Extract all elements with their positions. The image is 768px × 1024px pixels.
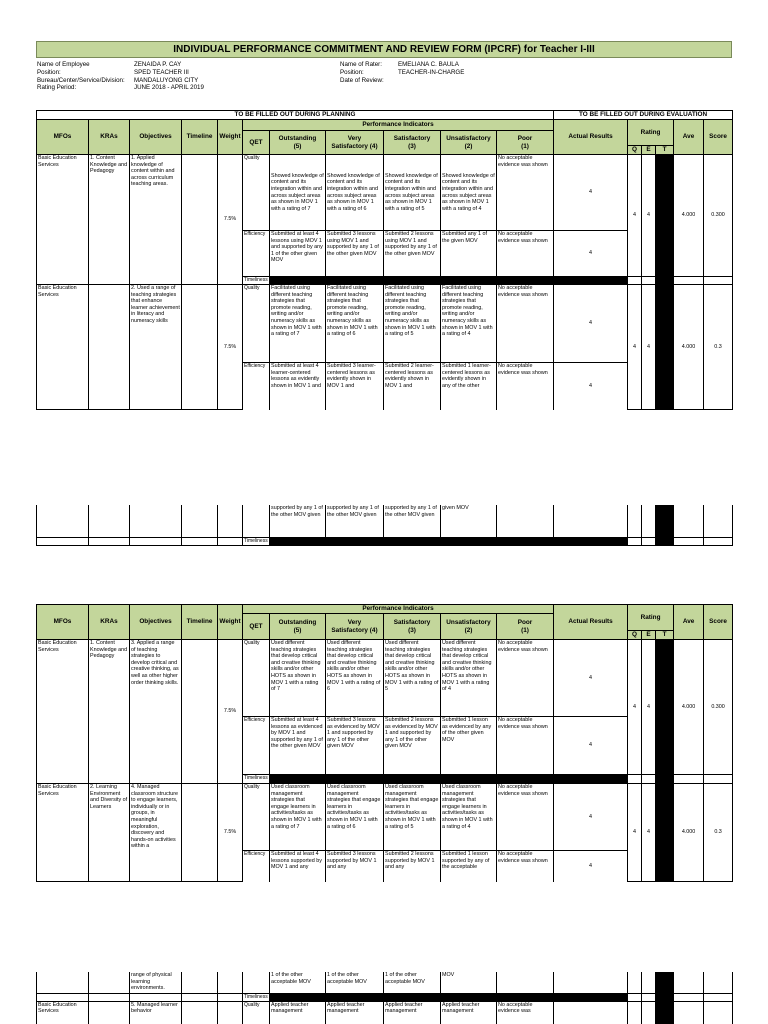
rating-q-t bbox=[628, 277, 642, 285]
quality-satisfactory: Facilitated using different teaching strategies that promote reading, writing and/or numeracy skills as shown in MOV 1 with a rating of 5 bbox=[384, 285, 441, 363]
quality-poor: No acceptable evidence was shown bbox=[497, 155, 554, 231]
rating-e: 4 bbox=[642, 640, 656, 775]
quality-poor: No acceptable evidence was shown bbox=[497, 640, 554, 717]
qet-efficiency: Efficiency bbox=[243, 851, 270, 882]
rater-date-label: Date of Review: bbox=[340, 76, 384, 84]
quality-outstanding: Applied teacher management bbox=[270, 1001, 326, 1024]
efficiency-outstanding-cont: supported by any 1 of the other MOV given bbox=[270, 505, 326, 537]
quality-satisfactory: Showed knowledge of content and its integration within and across subject areas as shown in MOV 1 with a rating of 5 bbox=[384, 155, 441, 231]
objective-cell bbox=[130, 993, 182, 1001]
rating-e: 4 bbox=[642, 155, 656, 277]
ave-t bbox=[674, 537, 704, 545]
q-header: Q bbox=[628, 631, 642, 640]
rating-q: 4 bbox=[628, 155, 642, 277]
planning-section-header: TO BE FILLED OUT DURING PLANNING bbox=[37, 111, 554, 120]
quality-poor: No acceptable evidence was bbox=[497, 1001, 554, 1024]
ave-cell bbox=[674, 1001, 704, 1024]
rating-q: 4 bbox=[628, 784, 642, 882]
rating-e: 4 bbox=[642, 784, 656, 882]
quality-very-satisfactory: Facilitated using different teaching strategies that promote reading, writing and/or numeracy skills as shown in MOV 1 with a rating of 6 bbox=[326, 285, 384, 363]
mfo-cell: Basic Education Services bbox=[37, 285, 89, 410]
ave-t bbox=[674, 993, 704, 1001]
score-header: Score bbox=[704, 120, 733, 155]
quality-very-satisfactory: Used classroom management strategies that engage learners in activities/tasks as shown in MOV 1 with a rating of 6 bbox=[326, 784, 384, 851]
rating-header: Rating bbox=[628, 605, 674, 631]
efficiency-poor: No acceptable evidence was shown bbox=[497, 363, 554, 410]
ave-cell: 4.000 bbox=[674, 640, 704, 775]
actual-result-efficiency: 4 bbox=[554, 231, 628, 277]
timeliness-blank bbox=[270, 537, 628, 545]
efficiency-outstanding-cont: 1 of the other acceptable MOV bbox=[270, 972, 326, 993]
qet-efficiency: Efficiency bbox=[243, 363, 270, 410]
satisfactory-header: Satisfactory (3) bbox=[384, 131, 441, 155]
efficiency-unsatisfactory: Submitted 1 lesson as evidenced by any of the other given MOV bbox=[441, 717, 497, 775]
form-title: INDIVIDUAL PERFORMANCE COMMITMENT AND REVIEW FORM (IPCRF) for Teacher I-III bbox=[36, 41, 732, 58]
efficiency-satisfactory: Submitted 2 lessons supported by MOV 1 and any bbox=[384, 851, 441, 882]
qet-header: QET bbox=[243, 614, 270, 640]
ave-t bbox=[674, 775, 704, 784]
quality-unsatisfactory: Facilitated using different teaching strategies that promote reading, writing and/or numeracy skills as shown in MOV 1 with a rating of 4 bbox=[441, 285, 497, 363]
score-t bbox=[704, 537, 733, 545]
efficiency-unsatisfactory-cont: given MOV bbox=[441, 505, 497, 537]
quality-very-satisfactory: Showed knowledge of content and its integration within and across subject areas as shown in MOV 1 with a rating of 6 bbox=[326, 155, 384, 231]
unsatisfactory-header: Unsatisfactory (2) bbox=[441, 131, 497, 155]
quality-satisfactory: Used different teaching strategies that develop critical and creative thinking skills and/or other HOTS as shown in MOV 1 with a rating of 5 bbox=[384, 640, 441, 717]
objective-cell bbox=[130, 537, 182, 545]
efficiency-very-satisfactory-cont: supported by any 1 of the other MOV given bbox=[326, 505, 384, 537]
outstanding-header: Outstanding (5) bbox=[270, 614, 326, 640]
score-cell: 0.300 bbox=[704, 155, 733, 277]
quality-unsatisfactory: Used classroom management strategies that engage learners in activities/tasks as shown in MOV 1 with a rating of 4 bbox=[441, 784, 497, 851]
efficiency-satisfactory-cont: supported by any 1 of the other MOV given bbox=[384, 505, 441, 537]
efficiency-very-satisfactory-cont: 1 of the other acceptable MOV bbox=[326, 972, 384, 993]
timeline-header: Timeline bbox=[182, 605, 218, 640]
ave-cell: 4.000 bbox=[674, 155, 704, 277]
score-cell bbox=[704, 1001, 733, 1024]
qet-efficiency: Efficiency bbox=[243, 231, 270, 277]
mfo-cell bbox=[37, 537, 89, 545]
employee-bureau: MANDALUYONG CITY bbox=[134, 76, 199, 84]
mfos-header: MFOs bbox=[37, 605, 89, 640]
efficiency-very-satisfactory: Submitted 3 lessons using MOV 1 and supported by any 1 of the other given MOV bbox=[326, 231, 384, 277]
rater-position-label: Position: bbox=[340, 68, 364, 76]
weight-cell bbox=[218, 537, 243, 545]
timeliness-blank bbox=[270, 775, 628, 784]
kra-cell bbox=[89, 1001, 130, 1024]
qet-timeliness: Timeliness bbox=[243, 775, 270, 784]
timeline-cell bbox=[182, 640, 218, 784]
timeline-cell bbox=[182, 1001, 218, 1024]
efficiency-poor-cont bbox=[497, 972, 554, 993]
mfo-cell bbox=[37, 505, 89, 537]
efficiency-satisfactory: Submitted 2 lessons using MOV 1 and supported by any 1 of the other given MOV bbox=[384, 231, 441, 277]
rating-e: 4 bbox=[642, 285, 656, 410]
qet-quality: Quality bbox=[243, 155, 270, 231]
quality-very-satisfactory: Applied teacher management bbox=[326, 1001, 384, 1024]
efficiency-very-satisfactory: Submitted 3 learner-centered lessons as evidently shown in MOV 1 and bbox=[326, 363, 384, 410]
employee-name: ZENAIDA P. CAY bbox=[134, 61, 182, 68]
timeline-cell bbox=[182, 784, 218, 882]
efficiency-outstanding: Submitted at least 4 lessons using MOV 1 and supported by any 1 of the other given MOV bbox=[270, 231, 326, 277]
rating-e-t bbox=[642, 537, 656, 545]
timeline-cell bbox=[182, 155, 218, 285]
rating-e-t bbox=[642, 775, 656, 784]
weight-cell bbox=[218, 993, 243, 1001]
quality-unsatisfactory: Used different teaching strategies that develop critical and creative thinking skills and/or other HOTS as shown in MOV 1 with a rating of 4 bbox=[441, 640, 497, 717]
ipcrf-table-2-continued bbox=[36, 972, 733, 1024]
weight-cell bbox=[218, 505, 243, 537]
qet-quality: Quality bbox=[243, 784, 270, 851]
efficiency-outstanding: Submitted at least 4 lessons supported by MOV 1 and any bbox=[270, 851, 326, 882]
employee-labels bbox=[37, 61, 132, 92]
kra-cell bbox=[89, 537, 130, 545]
q-header: Q bbox=[628, 146, 642, 155]
ave-header: Ave bbox=[674, 120, 704, 155]
mfo-cell: Basic Education Services bbox=[37, 784, 89, 882]
score-cont bbox=[704, 505, 733, 537]
actual-results-header: Actual Results bbox=[554, 120, 628, 155]
ipcrf-table-2 bbox=[36, 604, 733, 882]
rating-e-cont bbox=[642, 505, 656, 537]
very-satisfactory-header: Very Satisfactory (4) bbox=[326, 131, 384, 155]
rating-q-cont bbox=[628, 505, 642, 537]
qet-cell bbox=[243, 972, 270, 993]
rating-q bbox=[628, 1001, 642, 1024]
kra-cell bbox=[89, 505, 130, 537]
objective-cell: 5. Managed learner behavior bbox=[130, 1001, 182, 1024]
rating-t bbox=[656, 784, 674, 882]
efficiency-very-satisfactory: Submitted 3 lessons as evidenced by MOV 1 and supported by any 1 of the other given MOV bbox=[326, 717, 384, 775]
quality-outstanding: Used different teaching strategies that develop critical and creative thinking skills and/or other HOTS as shown in MOV 1 with a rating of 7 bbox=[270, 640, 326, 717]
unsatisfactory-header: Unsatisfactory (2) bbox=[441, 614, 497, 640]
kra-cell bbox=[89, 972, 130, 993]
ave-cell: 4.000 bbox=[674, 285, 704, 410]
qet-quality: Quality bbox=[243, 640, 270, 717]
actual-result-quality: 4 bbox=[554, 285, 628, 363]
objectives-header: Objectives bbox=[130, 605, 182, 640]
weight-cell bbox=[218, 972, 243, 993]
employee-period-label: Rating Period: bbox=[37, 84, 77, 92]
actual-result-efficiency: 4 bbox=[554, 851, 628, 882]
rating-t bbox=[656, 155, 674, 285]
mfos-header: MFOs bbox=[37, 120, 89, 155]
efficiency-satisfactory: Submitted 2 learner-centered lessons as evidently shown in MOV 1 and bbox=[384, 363, 441, 410]
ave-t bbox=[674, 277, 704, 285]
quality-outstanding: Facilitated using different teaching strategies that promote reading, writing and/or numeracy skills as shown in MOV 1 with a rating of 7 bbox=[270, 285, 326, 363]
objective-cell-cont: range of physical learning environments. bbox=[130, 972, 182, 993]
e-header: E bbox=[642, 146, 656, 155]
rating-e-cont bbox=[642, 972, 656, 993]
efficiency-poor: No acceptable evidence was shown bbox=[497, 851, 554, 882]
score-cell: 0.3 bbox=[704, 285, 733, 410]
evaluation-section-header: TO BE FILLED OUT DURING EVALUATION bbox=[554, 111, 733, 120]
timeline-cell bbox=[182, 505, 218, 537]
quality-poor: No acceptable evidence was shown bbox=[497, 285, 554, 363]
rating-header: Rating bbox=[628, 120, 674, 146]
score-cell: 0.300 bbox=[704, 640, 733, 775]
score-t bbox=[704, 993, 733, 1001]
qet-quality: Quality bbox=[243, 285, 270, 363]
weight-cell bbox=[218, 1001, 243, 1024]
kras-header: KRAs bbox=[89, 120, 130, 155]
ave-header: Ave bbox=[674, 605, 704, 640]
satisfactory-header: Satisfactory (3) bbox=[384, 614, 441, 640]
quality-outstanding: Used classroom management strategies that engage learners in activities/tasks as shown in MOV 1 with a rating of 7 bbox=[270, 784, 326, 851]
rating-q: 4 bbox=[628, 285, 642, 410]
weight-cell: 7.5% bbox=[218, 640, 243, 784]
efficiency-poor: No acceptable evidence was shown bbox=[497, 231, 554, 277]
e-header: E bbox=[642, 631, 656, 640]
actual-result-quality: 4 bbox=[554, 155, 628, 231]
t-header: T bbox=[656, 631, 674, 640]
rating-q-t bbox=[628, 993, 642, 1001]
t-header: T bbox=[656, 146, 674, 155]
poor-header: Poor (1) bbox=[497, 614, 554, 640]
quality-outstanding: Showed knowledge of content and its integration within and across subject areas as shown in MOV 1 with a rating of 7 bbox=[270, 155, 326, 231]
rating-e-t bbox=[642, 993, 656, 1001]
objective-cell: 2. Used a range of teaching strategies that enhance learner achievement in literacy and numeracy skills bbox=[130, 285, 182, 410]
efficiency-unsatisfactory: Submitted 1 learner-centered lessons as evidently shown in any of the other bbox=[441, 363, 497, 410]
score-cell: 0.3 bbox=[704, 784, 733, 882]
rating-t bbox=[656, 640, 674, 784]
kra-cell: 1. Content Knowledge and Pedagogy bbox=[89, 155, 130, 285]
actual-result-cont bbox=[554, 972, 628, 993]
objective-cell: 1. Applied knowledge of content within and across curriculum teaching areas. bbox=[130, 155, 182, 285]
qet-timeliness: Timeliness bbox=[244, 993, 268, 1000]
rater-values bbox=[398, 61, 598, 84]
ipcrf-table-1 bbox=[36, 110, 733, 410]
timeline-cell bbox=[182, 993, 218, 1001]
qet-quality: Quality bbox=[243, 1001, 270, 1024]
rating-q-cont bbox=[628, 972, 642, 993]
rating-q: 4 bbox=[628, 640, 642, 775]
kras-header: KRAs bbox=[89, 605, 130, 640]
mfo-cell bbox=[37, 972, 89, 993]
qet-timeliness: Timeliness bbox=[244, 277, 268, 283]
weight-cell: 7.5% bbox=[218, 784, 243, 882]
poor-header: Poor (1) bbox=[497, 131, 554, 155]
performance-indicators-header: Performance Indicators bbox=[243, 605, 554, 614]
rating-t bbox=[656, 285, 674, 410]
quality-unsatisfactory: Applied teacher management bbox=[441, 1001, 497, 1024]
quality-very-satisfactory: Used different teaching strategies that develop critical and creative thinking skills and/or other HOTS as shown in MOV 1 with a rating of 6 bbox=[326, 640, 384, 717]
performance-indicators-header: Performance Indicators bbox=[243, 120, 554, 131]
quality-unsatisfactory: Showed knowledge of content and its integration within and across subject areas as shown in MOV 1 with a rating of 4 bbox=[441, 155, 497, 231]
timeline-cell bbox=[182, 972, 218, 993]
mfo-cell: Basic Education Services bbox=[37, 1001, 89, 1024]
weight-cell: 7.5% bbox=[218, 155, 243, 285]
timeline-cell bbox=[182, 285, 218, 410]
ave-cont bbox=[674, 972, 704, 993]
weight-header: Weight bbox=[218, 605, 243, 640]
outstanding-header: Outstanding (5) bbox=[270, 131, 326, 155]
ave-cont bbox=[674, 505, 704, 537]
actual-result-cont bbox=[554, 505, 628, 537]
objective-cell bbox=[130, 505, 182, 537]
timeline-cell bbox=[182, 537, 218, 545]
objectives-header: Objectives bbox=[130, 120, 182, 155]
efficiency-unsatisfactory-cont: MOV bbox=[441, 972, 497, 993]
efficiency-poor-cont bbox=[497, 505, 554, 537]
kra-cell: 2. Learning Environment and Diversity of Learners bbox=[89, 784, 130, 882]
employee-name-label: Name of Employee bbox=[37, 61, 90, 68]
rating-q-t bbox=[628, 775, 642, 784]
actual-results-header: Actual Results bbox=[554, 605, 628, 640]
actual-result-efficiency: 4 bbox=[554, 717, 628, 775]
rating-q-t bbox=[628, 537, 642, 545]
rater-labels bbox=[340, 61, 396, 84]
kra-cell bbox=[89, 285, 130, 410]
objective-cell: 4. Managed classroom structure to engage learners, individually or in groups, in meaningful exploration, discovery and hands-on activities within a bbox=[130, 784, 182, 882]
efficiency-unsatisfactory: Submitted 1 lesson supported by any of the acceptable bbox=[441, 851, 497, 882]
quality-satisfactory: Applied teacher management bbox=[384, 1001, 441, 1024]
mfo-cell bbox=[37, 993, 89, 1001]
quality-satisfactory: Used classroom management strategies that engage learners in activities/tasks as shown in MOV 1 with a rating of 5 bbox=[384, 784, 441, 851]
very-satisfactory-header: Very Satisfactory (4) bbox=[326, 614, 384, 640]
rating-e-t bbox=[642, 277, 656, 285]
weight-cell: 7.5% bbox=[218, 285, 243, 410]
mfo-cell: Basic Education Services bbox=[37, 155, 89, 285]
actual-result-quality: 4 bbox=[554, 640, 628, 717]
rater-name: EMELIANA C. BAULA bbox=[398, 61, 459, 68]
kra-cell: 1. Content Knowledge and Pedagogy bbox=[89, 640, 130, 784]
objective-cell: 3. Applied a range of teaching strategies to develop critical and creative thinking, as well as other higher order thinking skills. bbox=[130, 640, 182, 784]
actual-result-quality bbox=[554, 1001, 628, 1024]
efficiency-outstanding: Submitted at least 4 learner-centered lessons as evidently shown in MOV 1 and bbox=[270, 363, 326, 410]
employee-period: JUNE 2018 - APRIL 2019 bbox=[134, 84, 204, 92]
efficiency-very-satisfactory: Submitted 3 lessons supported by MOV 1 and any bbox=[326, 851, 384, 882]
timeline-header: Timeline bbox=[182, 120, 218, 155]
rating-t-cont bbox=[656, 972, 674, 1024]
kra-cell bbox=[89, 993, 130, 1001]
rating-t-cont bbox=[656, 505, 674, 545]
score-header: Score bbox=[704, 605, 733, 640]
actual-result-efficiency: 4 bbox=[554, 363, 628, 410]
score-t bbox=[704, 775, 733, 784]
efficiency-outstanding: Submitted at least 4 lessons as evidenced by MOV 1 and supported by any 1 of the other given MOV bbox=[270, 717, 326, 775]
qet-header: QET bbox=[243, 131, 270, 155]
employee-values bbox=[134, 61, 334, 92]
employee-bureau-label: Bureau/Center/Service/Division: bbox=[37, 76, 125, 84]
qet-timeliness: Timeliness bbox=[244, 537, 268, 544]
timeliness-blank bbox=[270, 277, 628, 285]
employee-position: SPED TEACHER III bbox=[134, 68, 189, 76]
employee-position-label: Position: bbox=[37, 68, 61, 76]
weight-header: Weight bbox=[218, 120, 243, 155]
ipcrf-table-1-continued bbox=[36, 505, 733, 546]
qet-efficiency: Efficiency bbox=[243, 717, 270, 775]
rater-position: TEACHER-IN-CHARGE bbox=[398, 68, 465, 76]
timeliness-blank bbox=[270, 993, 628, 1001]
efficiency-satisfactory: Submitted 2 lessons as evidenced by MOV 1 and supported by any 1 of the other given MOV bbox=[384, 717, 441, 775]
actual-result-quality: 4 bbox=[554, 784, 628, 851]
rater-name-label: Name of Rater: bbox=[340, 61, 382, 68]
efficiency-poor: No acceptable evidence was shown bbox=[497, 717, 554, 775]
efficiency-satisfactory-cont: 1 of the other acceptable MOV bbox=[384, 972, 441, 993]
rater-date bbox=[398, 77, 598, 85]
score-t bbox=[704, 277, 733, 285]
mfo-cell: Basic Education Services bbox=[37, 640, 89, 784]
efficiency-unsatisfactory: Submitted any 1 of the given MOV bbox=[441, 231, 497, 277]
score-cont bbox=[704, 972, 733, 993]
ave-cell: 4.000 bbox=[674, 784, 704, 882]
quality-poor: No acceptable evidence was shown bbox=[497, 784, 554, 851]
qet-cell bbox=[243, 505, 270, 537]
rating-e bbox=[642, 1001, 656, 1024]
